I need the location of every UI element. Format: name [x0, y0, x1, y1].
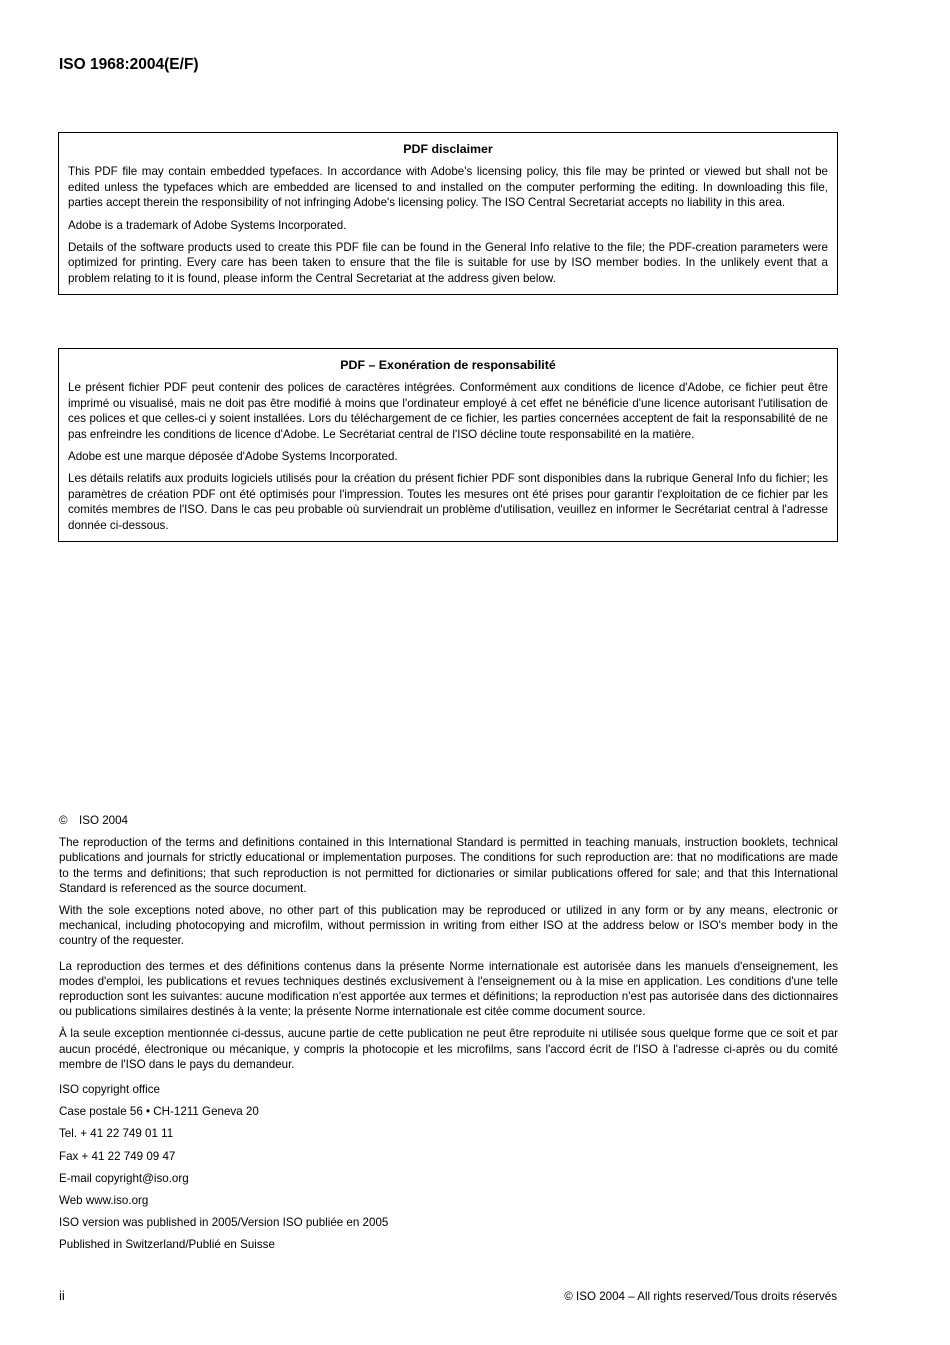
disclaimer-paragraph: This PDF file may contain embedded typefaces. In accordance with Adobe's licensing policy, this file may be printed or viewed but shall not be edited unless the typefaces which are embedded are licensed to and installed on the computer performing the editing. In downloading this file, parties accept therein the responsibility of not infringing Adobe's licensing policy. The ISO Central Secretariat accepts no liability in this area.: [68, 165, 828, 210]
copyright-symbol: ©: [59, 814, 68, 827]
pdf-exoneration-title: PDF – Exonération de responsabilité: [340, 358, 556, 372]
pdf-disclaimer-title: PDF disclaimer: [403, 142, 493, 156]
copyright-paragraph-en: The reproduction of the terms and definitions contained in this International Standard is permitted in teaching manuals, instruction booklets, technical publications and journals for strictly educational or implementation purposes. The conditions for such reproduction are: that no modifications are made to the terms and definitions; that such reproduction is not permitted for dictionaries or similar publications offered for sale; and that this International Standard is referenced as the source document.: [59, 836, 838, 895]
footer-rights: © ISO 2004 – All rights reserved/Tous droits réservés: [564, 1290, 837, 1303]
copyright-paragraph-fr: À la seule exception mentionnée ci-dessus, aucune partie de cette publication ne peut être reproduite ni utilisée sous quelque forme que ce soit et par aucun procédé, électronique ou mécanique, y compris la photocopie et les microfilms, sans l'accord écrit de l'ISO à l'adresse ci-après ou du comité membre de l'ISO dans le pays du demandeur.: [59, 1027, 838, 1071]
pdf-exoneration-box: [58, 348, 838, 542]
disclaimer-paragraph: Details of the software products used to create this PDF file can be found in the General Info relative to the file; the PDF-creation parameters were optimized for printing. Every care has been taken to ensure that the file is suitable for use by ISO member bodies. In the unlikely event that a problem relating to it is found, please inform the Central Secretariat at the address given below.: [68, 241, 828, 285]
page-number: ii: [59, 1288, 65, 1303]
exoneration-paragraph: Les détails relatifs aux produits logiciels utilisés pour la création du présent fichier PDF sont disponibles dans la rubrique General Info du fichier; les paramètres de création PDF ont été optimisés pour l'impression. Toutes les mesures ont été prises pour garantir l'exploitation de ce fichier par les comités membres de l'ISO. Dans le cas peu probable où surviendrait un problème d'utilisation, veuillez en informer le Secrétariat central à l'adresse donnée ci-dessous.: [68, 472, 828, 532]
version-note: ISO version was published in 2005/Version ISO publiée en 2005: [59, 1216, 389, 1230]
disclaimer-paragraph: Adobe is a trademark of Adobe Systems Incorporated.: [68, 218, 347, 232]
document-id: ISO 1968:2004(E/F): [59, 56, 199, 73]
copyright-paragraph-en: With the sole exceptions noted above, no other part of this publication may be reproduced or utilized in any form or by any means, electronic or mechanical, including photocopying and microfilm, without permission in writing from either ISO at the address below or ISO's member body in the country of the requester.: [59, 904, 838, 948]
address-line: Case postale 56 • CH-1211 Geneva 20: [59, 1105, 259, 1119]
address-line: E-mail copyright@iso.org: [59, 1171, 189, 1185]
address-line: Web www.iso.org: [59, 1194, 149, 1208]
address-line: Fax + 41 22 749 09 47: [59, 1149, 176, 1163]
pdf-disclaimer-box: [58, 132, 838, 295]
exoneration-paragraph: Adobe est une marque déposée d'Adobe Systems Incorporated.: [68, 450, 398, 464]
copyright-office-address: [59, 1082, 838, 1208]
exoneration-paragraph: Le présent fichier PDF peut contenir des polices de caractères intégrées. Conformément aux conditions de licence d'Adobe, ce fichier peut être imprimé ou visualisé, mais ne doit pas être modifié à moins que l'ordinateur employé à cet effet ne bénéficie d'une licence autorisant l'utilisation de ces polices et que celles-ci y soient installées. Lors du téléchargement de ce fichier, les parties concernées acceptent de fait la responsabilité de ne pas enfreindre les conditions de licence d'Adobe. Le Secrétariat central de l'ISO décline toute responsabilité en la matière.: [68, 381, 828, 441]
address-line: Tel. + 41 22 749 01 11: [59, 1127, 174, 1141]
copyright-line: [59, 813, 838, 828]
copyright-year: ISO 2004: [79, 814, 128, 827]
address-line: ISO copyright office: [59, 1083, 160, 1097]
published-note: Published in Switzerland/Publié en Suisse: [59, 1238, 275, 1252]
copyright-paragraph-fr: La reproduction des termes et des définitions contenus dans la présente Norme internationale est autorisée dans les manuels d'enseignement, les modes d'emploi, les publications et revues techniques destinés exclusivement à l'enseignement ou à la mise en application. Les conditions d'une telle reproduction sont les suivantes: aucune modification n'est apportée aux termes et définitions; la reproduction n'est pas autorisée dans des dictionnaires ou publications similaires destinés à la vente; la présente Norme internationale est citée comme document source.: [59, 959, 838, 1019]
copyright-section: [59, 813, 838, 1260]
